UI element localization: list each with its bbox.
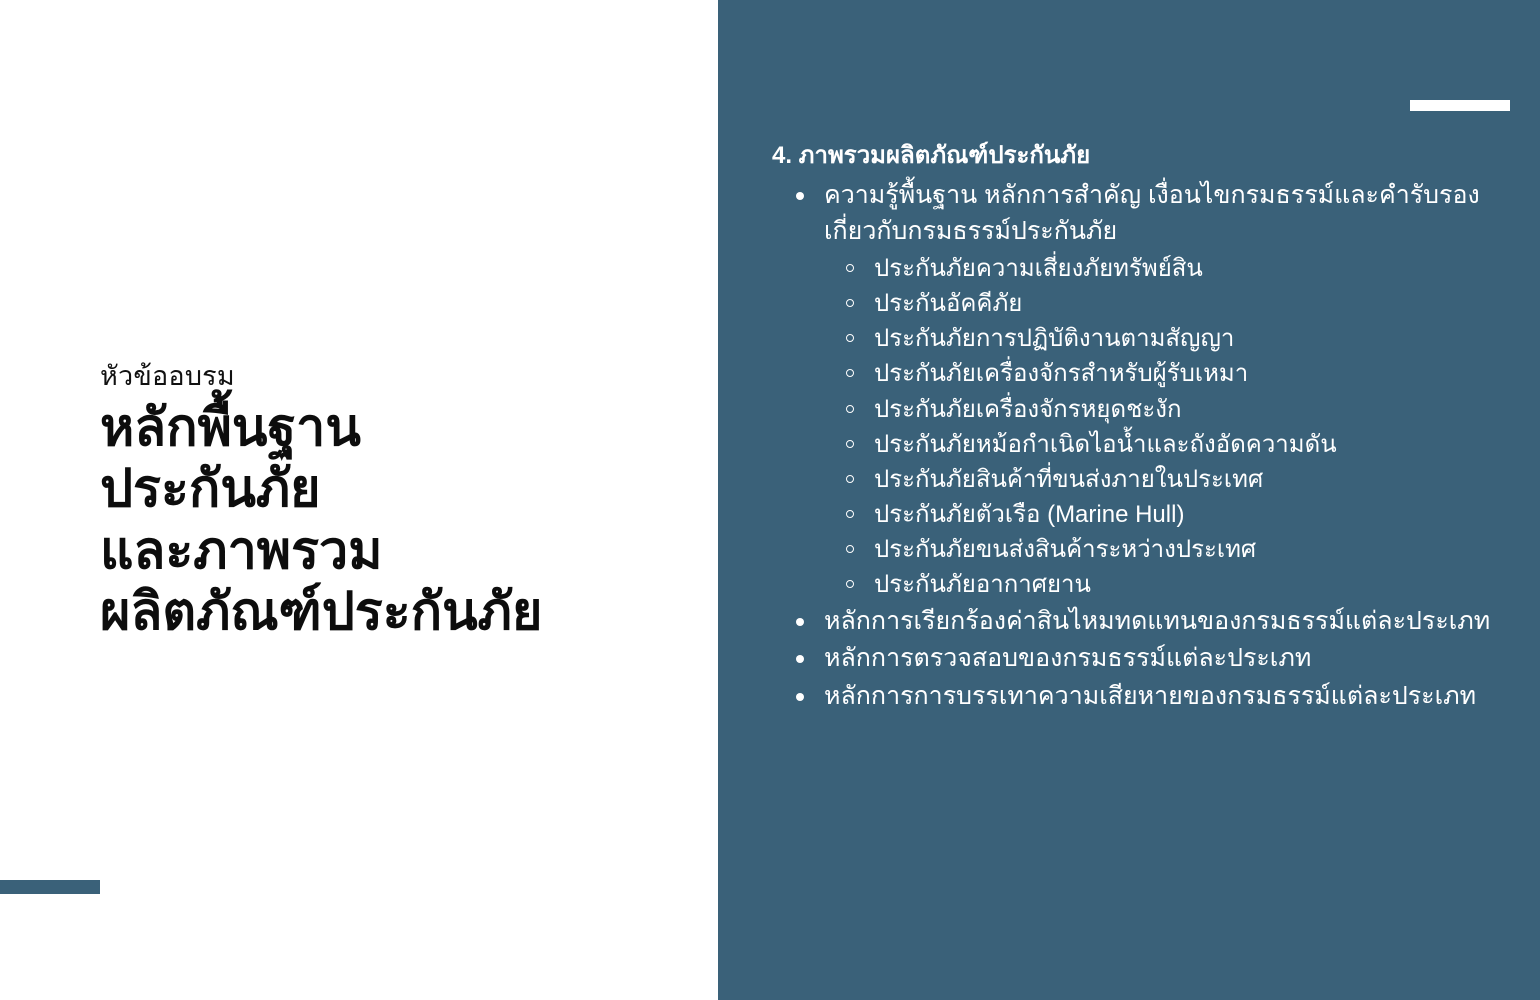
eyebrow-label: หัวข้ออบรม [100,361,235,391]
sub-list-item-label: ประกันอัคคีภัย [874,290,1023,318]
right-content-panel [718,0,1540,1000]
sub-list-item-label: ประกันภัยความเสี่ยงภัยทรัพย์สิน [874,255,1203,283]
bullet-ring-icon [846,510,854,518]
sub-list-item-label: ประกันภัยอากาศยาน [874,570,1091,598]
sub-list-item-label: ประกันภัยการปฏิบัติงานตามสัญญา [874,325,1235,353]
bullet-dot-icon [796,655,804,663]
list-item [824,497,1492,532]
bullet-dot-icon [796,192,804,200]
list-item-label: หลักการเรียกร้องค่าสินไหมทดแทนของกรมธรรม์แต่ละประเภท [824,606,1491,635]
list-item-label: หลักการตรวจสอบของกรมธรรม์แต่ละประเภท [824,644,1312,673]
list-item [772,604,1492,640]
sub-list-item-label: ประกันภัยขนส่งสินค้าระหว่างประเทศ [874,535,1257,563]
sub-outline-list [824,251,1492,601]
list-item-label: หลักการการบรรเทาความเสียหายของกรมธรรม์แต่ละประเภท [824,681,1477,710]
page-title [100,398,700,643]
sub-list-item-label: ประกันภัยตัวเรือ (Marine Hull) [874,500,1185,528]
bullet-ring-icon [846,580,854,588]
bullet-ring-icon [846,545,854,553]
content-block [772,140,1492,716]
bullet-dot-icon [796,693,804,701]
list-item [824,321,1492,356]
list-item [824,462,1492,497]
list-item [824,356,1492,391]
left-title-panel [0,0,718,1000]
list-item [824,251,1492,286]
list-item [772,679,1492,715]
bullet-ring-icon [846,475,854,483]
title-line-4: ผลิตภัณฑ์ประกันภัย [100,583,543,642]
bullet-dot-icon [796,618,804,626]
bullet-ring-icon [846,334,854,342]
list-item [824,427,1492,462]
sub-list-item-label: ประกันภัยเครื่องจักรหยุดชะงัก [874,395,1182,423]
accent-bar-top-right [1410,100,1510,111]
list-item [772,178,1492,601]
list-item [824,286,1492,321]
accent-bar-bottom-left [0,880,100,894]
sub-list-item-label: ประกันภัยหม้อกำเนิดไอน้ำและถังอัดความดัน [874,430,1337,458]
outline-list [772,178,1492,714]
sub-list-item-label: ประกันภัยสินค้าที่ขนส่งภายในประเทศ [874,465,1264,493]
sub-list-item-label: ประกันภัยเครื่องจักรสำหรับผู้รับเหมา [874,360,1249,388]
list-item [824,392,1492,427]
bullet-ring-icon [846,405,854,413]
title-line-2: ประกันภัย [100,460,321,519]
section-heading: 4. ภาพรวมผลิตภัณฑ์ประกันภัย [772,142,1091,169]
list-item-label: ความรู้พื้นฐาน หลักการสำคัญ เงื่อนไขกรมธรรม์และคำรับรองเกี่ยวกับกรมธรรม์ประกันภัย [824,181,1480,245]
title-line-1: หลักพื้นฐาน [100,399,361,457]
list-item [772,641,1492,677]
list-item [824,567,1492,602]
bullet-ring-icon [846,440,854,448]
title-line-3: และภาพรวม [100,521,383,580]
bullet-ring-icon [846,369,854,377]
bullet-ring-icon [846,299,854,307]
bullet-ring-icon [846,264,854,272]
list-item [824,532,1492,567]
